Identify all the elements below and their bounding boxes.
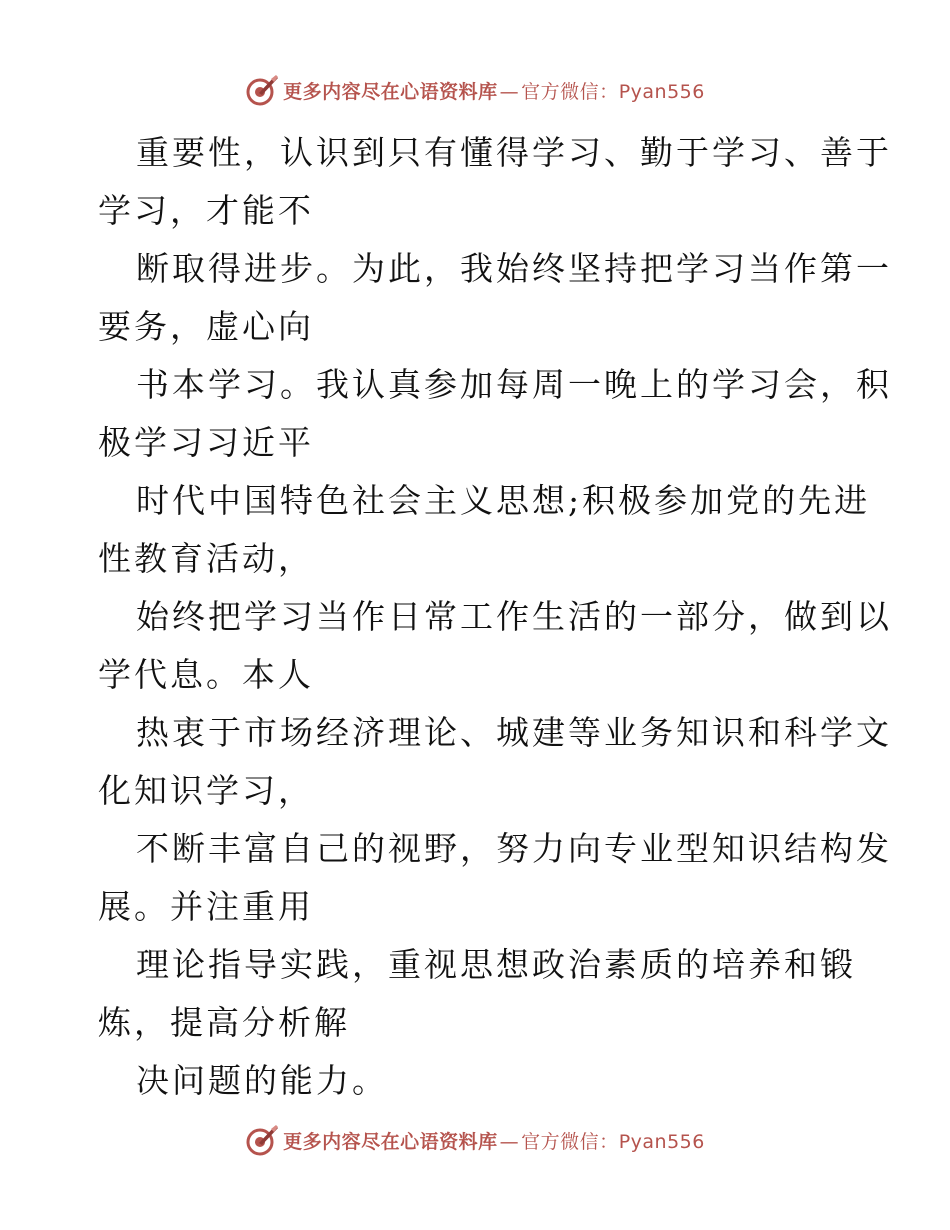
text-line-17: 决问题的能力。 bbox=[136, 1061, 388, 1100]
site-name: 更多内容尽在心语资料库 bbox=[283, 1130, 498, 1153]
text-line-10: 学代息。本人 bbox=[98, 655, 314, 694]
banner-separator: — bbox=[499, 80, 520, 103]
text-line-6: 极学习习近平 bbox=[98, 423, 314, 462]
text-line-16: 炼，提高分析解 bbox=[98, 1003, 350, 1042]
quill-pen-logo-icon bbox=[245, 1123, 279, 1157]
header-banner bbox=[0, 70, 950, 110]
text-line-4: 要务，虚心向 bbox=[98, 307, 314, 346]
text-line-3: 断取得进步。为此，我始终坚持把学习当作第一 bbox=[136, 249, 892, 288]
text-line-14: 展。并注重用 bbox=[98, 887, 314, 926]
wechat-id: Pyan556 bbox=[618, 80, 705, 103]
text-line-7: 时代中国特色社会主义思想;积极参加党的先进 bbox=[136, 481, 871, 520]
wechat-label: 官方微信： bbox=[521, 1130, 619, 1153]
text-line-5: 书本学习。我认真参加每周一晚上的学习会，积 bbox=[136, 365, 892, 404]
text-line-1: 重要性，认识到只有懂得学习、勤于学习、善于 bbox=[136, 133, 892, 172]
document-body bbox=[98, 124, 892, 1110]
wechat-label: 官方微信： bbox=[521, 80, 619, 103]
banner-text bbox=[283, 77, 705, 104]
footer-banner bbox=[0, 1120, 950, 1160]
text-line-8: 性教育活动， bbox=[98, 539, 314, 578]
text-line-2: 学习，才能不 bbox=[98, 191, 314, 230]
banner-text bbox=[283, 1127, 705, 1154]
site-name: 更多内容尽在心语资料库 bbox=[283, 80, 498, 103]
text-line-15: 理论指导实践，重视思想政治素质的培养和锻 bbox=[136, 945, 856, 984]
text-line-12: 化知识学习， bbox=[98, 771, 314, 810]
banner-separator: — bbox=[499, 1130, 520, 1153]
quill-pen-logo-icon bbox=[245, 73, 279, 107]
text-line-13: 不断丰富自己的视野，努力向专业型知识结构发 bbox=[136, 829, 892, 868]
text-line-11: 热衷于市场经济理论、城建等业务知识和科学文 bbox=[136, 713, 892, 752]
text-line-9: 始终把学习当作日常工作生活的一部分，做到以 bbox=[136, 597, 892, 636]
wechat-id: Pyan556 bbox=[618, 1130, 705, 1153]
